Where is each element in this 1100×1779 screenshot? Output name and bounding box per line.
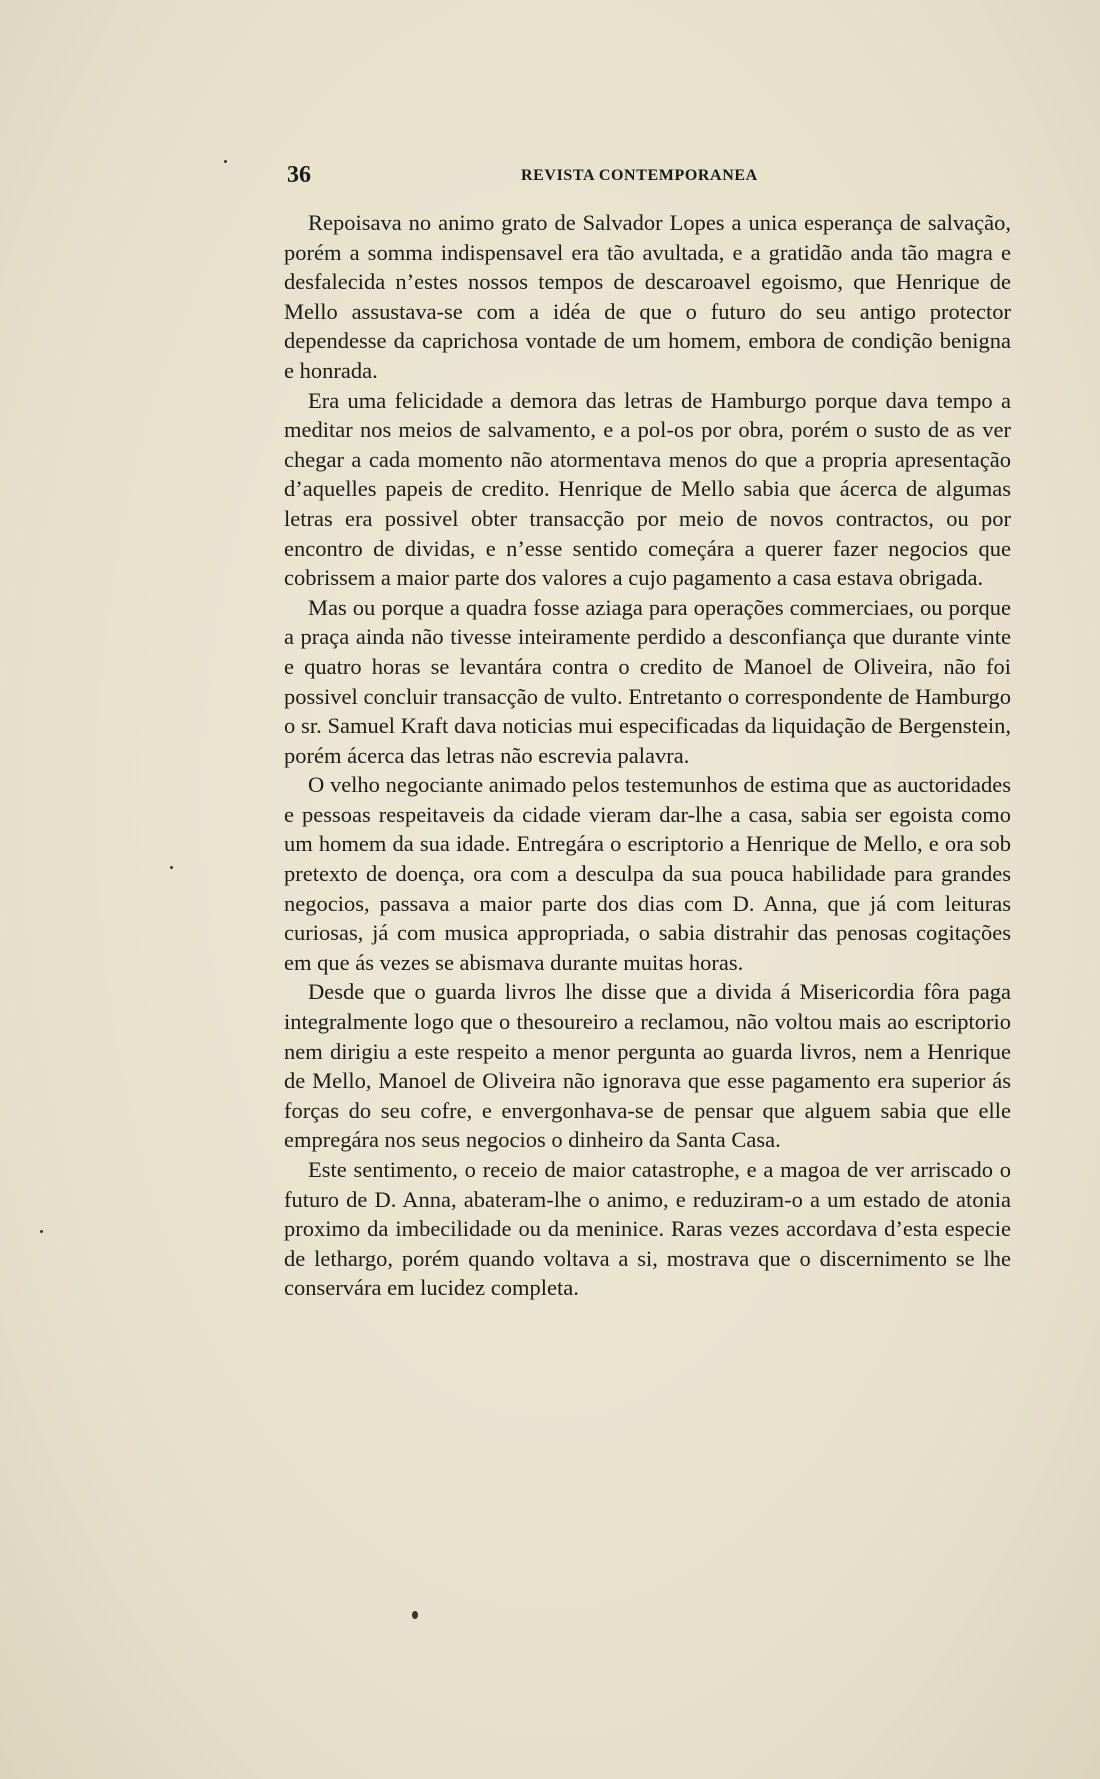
ink-speck (412, 1611, 418, 1619)
body-text (284, 208, 1011, 1303)
ink-speck (170, 866, 173, 869)
paragraph: Repoisava no animo grato de Salvador Lopes a unica esperança de salvação, porém a somma indispensavel era tão avultada, e a gratidão anda tão magra e desfalecida n’estes nossos tempos de descaroavel egoismo, que Henrique de Mello assustava-se com a idéa de que o futuro do seu antigo protector dependesse da caprichosa vontade de um homem, embora de condição benigna e honrada. (284, 210, 1011, 383)
paragraph: Mas ou porque a quadra fosse aziaga para operações commerciaes, ou porque a praça ainda não tivesse inteiramente perdido a desconfiança que durante vinte e quatro horas se levantára contra o credito de Manoel de Oliveira, não foi possivel concluir transacção de vulto. Entretanto o correspondente de Hamburgo o sr. Samuel Kraft dava noticias mui especificadas da liquidação de Bergenstein, porém ácerca das letras não escrevia palavra. (284, 594, 1011, 768)
ink-speck (40, 1230, 43, 1233)
page-number: 36 (287, 162, 311, 188)
paragraph: Desde que o guarda livros lhe disse que a divida á Misericordia fôra paga integralmente logo que o thesoureiro a reclamou, não voltou mais ao escriptorio nem dirigiu a este respeito a menor pergunta ao guarda livros, nem a Henrique de Mello, Manoel de Oliveira não ignorava que esse pagamento era superior ás forças do seu cofre, e envergonhava-se de pensar que alguem sabia que elle empregára nos seus negocios o dinheiro da Santa Casa. (284, 979, 1011, 1153)
running-title: REVISTA CONTEMPORANEA (521, 167, 758, 184)
ink-speck (224, 160, 227, 163)
paragraph: Este sentimento, o receio de maior catastrophe, e a magoa de ver arriscado o futuro de D. Anna, abateram-lhe o animo, e reduziram-o a um estado de atonia proximo da imbecilidade ou da meninice. Raras vezes accordava d’esta especie de lethargo, porém quando voltava a si, mostrava que o discernimento se lhe conservára em lucidez completa. (284, 1157, 1011, 1301)
page-header (287, 162, 1013, 192)
paragraph: O velho negociante animado pelos testemunhos de estima que as auctoridades e pessoas respeitaveis da cidade vieram dar-lhe a casa, sabia ser egoista como um homem da sua idade. Entregára o escriptorio a Henrique de Mello, e ora sob pretexto de doença, ora com a desculpa da sua pouca habilidade para grandes negocios, passava a maior parte dos dias com D. Anna, que já com leituras curiosas, já com musica appropriada, o sabia distrahir das penosas cogitações em que ás vezes se abismava durante muitas horas. (284, 772, 1011, 975)
paragraph: Era uma felicidade a demora das letras de Hamburgo porque dava tempo a meditar nos meios de salvamento, e a pol-os por obra, porém o susto de as ver chegar a cada momento não atormentava menos do que a propria apresentação d’aquelles papeis de credito. Henrique de Mello sabia que ácerca de algumas letras era possivel obter transacção por meio de novos contractos, ou por encontro de dividas, e n’esse sentido começára a querer fazer negocios que cobrissem a maior parte dos valores a cujo pagamento a casa estava obrigada. (284, 387, 1011, 591)
